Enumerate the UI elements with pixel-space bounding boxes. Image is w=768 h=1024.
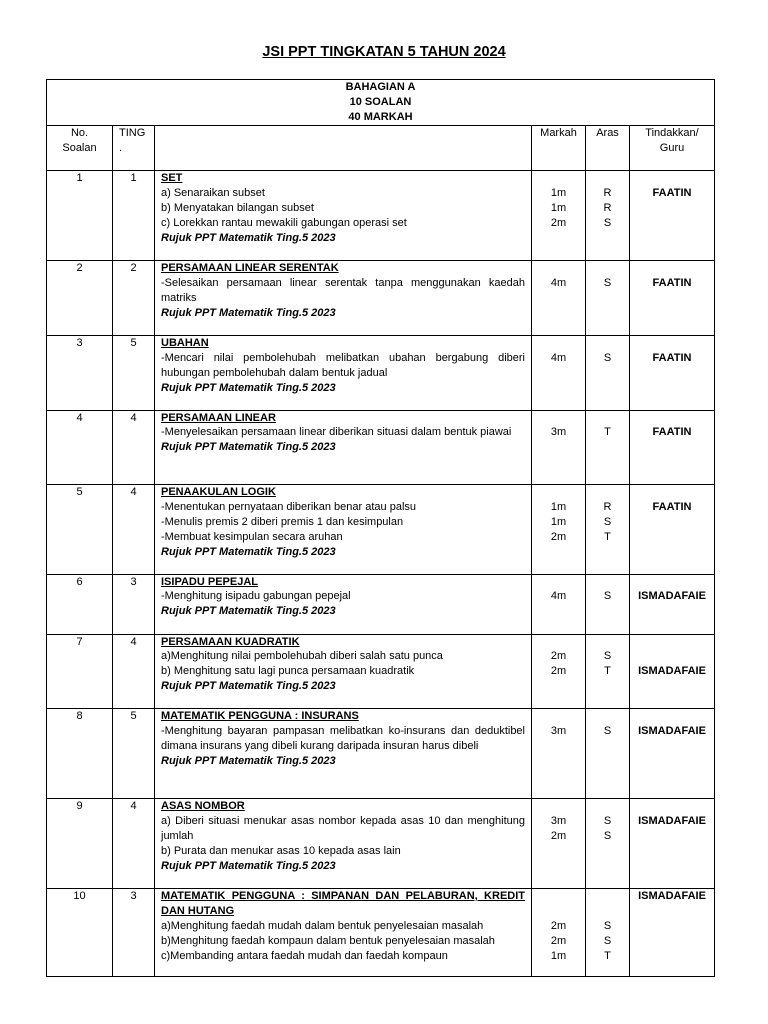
total-marks: 40 MARKAH	[348, 111, 413, 123]
question-description	[155, 336, 532, 411]
reference-note: Rujuk PPT Matematik Ting.5 2023	[161, 231, 336, 244]
line-spacer	[636, 649, 708, 664]
line-spacer	[538, 411, 579, 426]
question-number: 5	[47, 485, 113, 575]
reference-note: Rujuk PPT Matematik Ting.5 2023	[161, 754, 336, 767]
line-spacer	[538, 709, 579, 724]
question-row	[47, 574, 715, 634]
markah-cell	[532, 709, 586, 799]
mark-value: 4m	[550, 351, 567, 364]
question-number: 7	[47, 634, 113, 709]
reference-note: Rujuk PPT Matematik Ting.5 2023	[161, 605, 336, 618]
aras-value: R	[603, 500, 612, 513]
tingkatan: 5	[113, 709, 155, 799]
line-spacer	[636, 635, 708, 650]
markah-cell	[532, 485, 586, 575]
subtask-text: -Menentukan pernyataan diberikan benar atau palsu	[161, 500, 417, 513]
tingkatan: 4	[113, 799, 155, 889]
subtask-text: c) Lorekkan rantau mewakili gabungan operasi set	[161, 216, 407, 229]
tingkatan: 3	[113, 574, 155, 634]
subtask-text: -Membuat kesimpulan secara aruhan	[161, 530, 343, 543]
question-description	[155, 634, 532, 709]
subtask-text: -Mencari nilai pembolehubah melibatkan ubahan bergabung diberi hubungan pembolehubah dalam bentuk jadual	[161, 351, 525, 379]
line-spacer	[636, 709, 708, 724]
subtask-text: a)Menghitung nilai pembolehubah diberi salah satu punca	[161, 650, 443, 663]
teacher-name	[630, 336, 715, 411]
tingkatan: 4	[113, 410, 155, 485]
question-row	[47, 709, 715, 799]
line-spacer	[592, 635, 623, 650]
line-spacer	[538, 889, 579, 904]
subtask-text: a)Menghitung faedah mudah dalam bentuk penyelesaian masalah	[161, 919, 484, 932]
aras-cell	[586, 709, 630, 799]
line-spacer	[636, 575, 708, 590]
header-no-line2: Soalan	[62, 141, 97, 154]
aras-cell	[586, 261, 630, 336]
subtask-text: a) Diberi situasi menukar asas nombor kepada asas 10 dan menghitung jumlah	[161, 814, 525, 842]
aras-value: T	[604, 530, 611, 543]
aras-value: T	[604, 426, 611, 439]
line-spacer	[592, 904, 623, 919]
question-row	[47, 410, 715, 485]
aras-value: T	[604, 665, 611, 678]
teacher-name	[630, 889, 715, 977]
question-number: 9	[47, 799, 113, 889]
header-aras: Aras	[586, 126, 630, 171]
tingkatan: 3	[113, 889, 155, 977]
teacher-name	[630, 709, 715, 799]
mark-value: 4m	[550, 590, 567, 603]
question-number: 10	[47, 889, 113, 977]
aras-value: S	[603, 814, 612, 827]
subtask-text: b) Purata dan menukar asas 10 kepada asas lain	[161, 844, 401, 857]
teacher-name	[630, 261, 715, 336]
question-plan-table	[46, 79, 715, 977]
teacher-name-text: ISMADAFAIE	[638, 890, 706, 902]
reference-note: Rujuk PPT Matematik Ting.5 2023	[161, 859, 336, 872]
aras-value: S	[603, 919, 612, 932]
topic-title: PERSAMAAN LINEAR	[161, 411, 276, 424]
markah-cell	[532, 634, 586, 709]
aras-cell	[586, 410, 630, 485]
aras-value: S	[603, 590, 612, 603]
aras-value: S	[603, 515, 612, 528]
topic-title: UBAHAN	[161, 337, 209, 349]
line-spacer	[592, 411, 623, 426]
markah-cell	[532, 336, 586, 411]
line-spacer	[538, 904, 579, 919]
aras-value: S	[603, 829, 612, 842]
line-spacer	[538, 261, 579, 276]
question-description	[155, 799, 532, 889]
subtask-text: -Menulis premis 2 diberi premis 1 dan kesimpulan	[161, 515, 404, 528]
subtask-text: b) Menyatakan bilangan subset	[161, 201, 314, 214]
line-spacer	[592, 336, 623, 351]
mark-value: 1m	[550, 201, 567, 214]
reference-note: Rujuk PPT Matematik Ting.5 2023	[161, 306, 336, 319]
topic-title: PERSAMAAN KUADRATIK	[161, 635, 300, 648]
teacher-name	[630, 574, 715, 634]
mark-value: 2m	[550, 919, 567, 932]
teacher-name-text: ISMADAFAIE	[638, 590, 706, 603]
line-spacer	[592, 709, 623, 724]
line-spacer	[538, 171, 579, 186]
markah-cell	[532, 261, 586, 336]
markah-cell	[532, 410, 586, 485]
teacher-name-text: FAATIN	[652, 500, 692, 513]
aras-cell	[586, 485, 630, 575]
line-spacer	[538, 336, 579, 351]
reference-note: Rujuk PPT Matematik Ting.5 2023	[161, 545, 336, 558]
topic-title: PENAAKULAN LOGIK	[161, 486, 276, 498]
aras-cell	[586, 574, 630, 634]
question-count: 10 SOALAN	[349, 96, 412, 108]
header-description	[155, 126, 532, 171]
question-row	[47, 171, 715, 261]
header-guru	[630, 126, 715, 171]
question-number: 8	[47, 709, 113, 799]
aras-value: T	[604, 949, 611, 962]
line-spacer	[538, 799, 579, 814]
topic-title: ASAS NOMBOR	[161, 800, 245, 812]
question-number: 2	[47, 261, 113, 336]
line-spacer	[592, 171, 623, 186]
tingkatan: 5	[113, 336, 155, 411]
teacher-name	[630, 485, 715, 575]
aras-value: R	[603, 201, 612, 214]
line-spacer	[636, 261, 708, 276]
topic-title: ISIPADU PEPEJAL	[161, 575, 258, 588]
line-spacer	[538, 575, 579, 590]
question-number: 1	[47, 171, 113, 261]
mark-value: 3m	[550, 814, 567, 827]
section-name: BAHAGIAN A	[345, 81, 416, 93]
teacher-name-text: FAATIN	[652, 426, 692, 439]
teacher-name-text: ISMADAFAIE	[638, 724, 706, 737]
aras-value: S	[603, 724, 612, 737]
aras-value: S	[603, 351, 612, 364]
teacher-name-text: ISMADAFAIE	[638, 814, 706, 827]
markah-cell	[532, 799, 586, 889]
reference-note: Rujuk PPT Matematik Ting.5 2023	[161, 441, 336, 454]
aras-cell	[586, 889, 630, 977]
mark-value: 2m	[550, 216, 567, 229]
subtask-text: a) Senaraikan subset	[161, 186, 265, 199]
subtask-text: -Menghitung bayaran pampasan melibatkan ko-insurans dan deduktibel dimana insurans yang dibeli kurang daripada insuran harus dibeli	[161, 724, 525, 752]
mark-value: 1m	[550, 186, 567, 199]
aras-value: S	[603, 934, 612, 947]
aras-cell	[586, 171, 630, 261]
teacher-name	[630, 799, 715, 889]
mark-value: 2m	[550, 665, 567, 678]
question-number: 6	[47, 574, 113, 634]
header-ting-line1: TING	[119, 127, 146, 139]
header-ting-line2: .	[119, 141, 123, 154]
reference-note: Rujuk PPT Matematik Ting.5 2023	[161, 381, 336, 394]
question-description	[155, 574, 532, 634]
subtask-text: -Menghitung isipadu gabungan pepejal	[161, 590, 351, 603]
header-guru-line1: Tindakkan/	[645, 127, 699, 139]
line-spacer	[636, 799, 708, 814]
mark-value: 2m	[550, 530, 567, 543]
line-spacer	[592, 485, 623, 500]
question-description	[155, 171, 532, 261]
question-number: 4	[47, 410, 113, 485]
question-row	[47, 336, 715, 411]
aras-value: S	[603, 276, 612, 289]
aras-value: S	[603, 650, 612, 663]
aras-cell	[586, 336, 630, 411]
line-spacer	[592, 799, 623, 814]
question-row	[47, 889, 715, 977]
line-spacer	[592, 889, 623, 904]
mark-value: 2m	[550, 650, 567, 663]
teacher-name-text: ISMADAFAIE	[638, 665, 706, 678]
teacher-name	[630, 171, 715, 261]
topic-title: PERSAMAAN LINEAR SERENTAK	[161, 262, 339, 274]
question-row	[47, 485, 715, 575]
line-spacer	[538, 635, 579, 650]
teacher-name	[630, 634, 715, 709]
question-description	[155, 485, 532, 575]
teacher-name	[630, 410, 715, 485]
question-description	[155, 889, 532, 977]
line-spacer	[636, 336, 708, 351]
tingkatan: 2	[113, 261, 155, 336]
topic-title: SET	[161, 172, 183, 184]
line-spacer	[592, 575, 623, 590]
mark-value: 1m	[550, 515, 567, 528]
question-row	[47, 261, 715, 336]
question-description	[155, 709, 532, 799]
subtask-text: -Menyelesaikan persamaan linear diberikan situasi dalam bentuk piawai	[161, 426, 512, 439]
tingkatan: 4	[113, 485, 155, 575]
mark-value: 2m	[550, 829, 567, 842]
header-markah: Markah	[532, 126, 586, 171]
tingkatan: 4	[113, 634, 155, 709]
header-row	[47, 126, 715, 171]
markah-cell	[532, 171, 586, 261]
aras-cell	[586, 799, 630, 889]
topic-title: MATEMATIK PENGGUNA : INSURANS	[161, 710, 359, 722]
mark-value: 2m	[550, 934, 567, 947]
subtask-text: -Selesaikan persamaan linear serentak tanpa menggunakan kaedah matriks	[161, 276, 525, 304]
question-row	[47, 634, 715, 709]
question-number: 3	[47, 336, 113, 411]
markah-cell	[532, 574, 586, 634]
question-row	[47, 799, 715, 889]
line-spacer	[592, 261, 623, 276]
header-no	[47, 126, 113, 171]
markah-cell	[532, 889, 586, 977]
teacher-name-text: FAATIN	[652, 351, 692, 364]
header-guru-line2: Guru	[659, 141, 685, 154]
question-description	[155, 410, 532, 485]
subtask-text: c)Membanding antara faedah mudah dan faedah kompaun	[161, 949, 448, 962]
mark-value: 1m	[550, 500, 567, 513]
aras-value: R	[603, 186, 612, 199]
mark-value: 3m	[550, 426, 567, 439]
header-ting	[113, 126, 155, 171]
teacher-name-text: FAATIN	[652, 276, 692, 289]
mark-value: 3m	[550, 724, 567, 737]
aras-cell	[586, 634, 630, 709]
mark-value: 4m	[550, 276, 567, 289]
subtask-text: b) Menghitung satu lagi punca persamaan kuadratik	[161, 665, 415, 678]
tingkatan: 1	[113, 171, 155, 261]
line-spacer	[636, 171, 708, 186]
question-description	[155, 261, 532, 336]
teacher-name-text: FAATIN	[652, 186, 692, 199]
header-no-line1: No.	[70, 127, 89, 139]
reference-note: Rujuk PPT Matematik Ting.5 2023	[161, 680, 336, 693]
mark-value: 1m	[550, 949, 567, 962]
line-spacer	[538, 485, 579, 500]
line-spacer	[636, 485, 708, 500]
line-spacer	[636, 411, 708, 426]
subtask-text: b)Menghitung faedah kompaun dalam bentuk penyelesaian masalah	[161, 934, 495, 947]
aras-value: S	[603, 216, 612, 229]
document-title: JSI PPT TINGKATAN 5 TAHUN 2024	[262, 44, 506, 60]
topic-title: MATEMATIK PENGGUNA : SIMPANAN DAN PELABURAN, KREDIT DAN HUTANG	[161, 890, 525, 917]
section-banner	[47, 80, 715, 126]
